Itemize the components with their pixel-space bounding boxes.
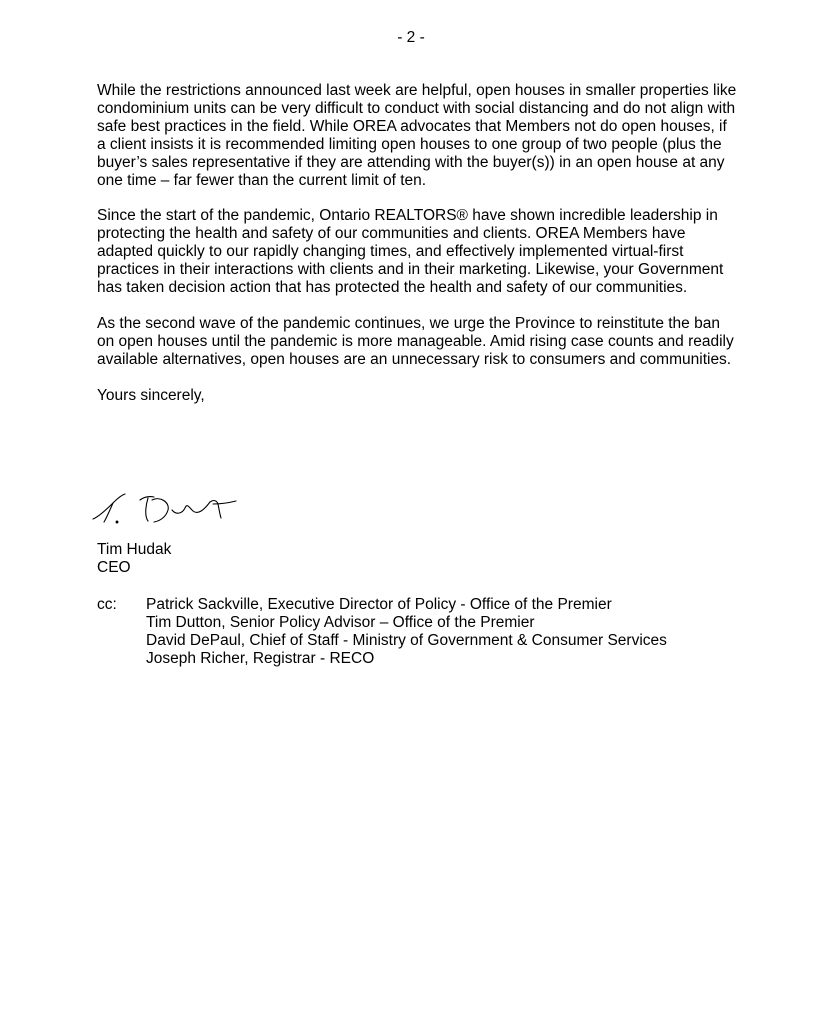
paragraph-restrictions: While the restrictions announced last week are helpful, open houses in smaller properties like condominium units can be very difficult to conduct with social distancing and do not align with safe best practices in the field. While OREA advocates that Members not do open houses, if a client insists it is recommended limiting open houses to one group of two people (plus the buyer’s sales representative if they are attending with the buyer(s)) in an open house at any one time – far fewer than the current limit of ten. [97,82,737,189]
cc-recipient: David DePaul, Chief of Staff - Ministry of Government & Consumer Services [146,631,667,649]
closing: Yours sincerely, [97,386,205,404]
cc-label: cc: [97,596,117,613]
paragraph-leadership: Since the start of the pandemic, Ontario REALTORS® have shown incredible leadership in protecting the health and safety of our communities and clients. OREA Members have adapted quickly to our rapidly changing times, and effectively implemented virtual-first practices in their interactions with clients and in their marketing. Likewise, your Government has taken decision action that has protected the health and safety of our communities. [97,207,724,297]
signer-title: CEO [97,558,131,576]
signer-name: Tim Hudak [97,541,172,558]
letter-body [97,82,737,405]
cc-recipient: Tim Dutton, Senior Policy Advisor – Office of the Premier [146,613,535,631]
handwritten-signature [90,488,260,538]
cc-recipient: Patrick Sackville, Executive Director of Policy - Office of the Premier [146,596,612,613]
paragraph-request: As the second wave of the pandemic continues, we urge the Province to reinstitute the ban on open houses until the pandemic is more manageable. Amid rising case counts and readily available alternatives, open houses are an unnecessary risk to consumers and communities. [97,314,734,368]
signoff [97,541,171,577]
page-number: - 2 - [397,29,425,46]
cc-list [146,596,667,668]
cc-recipient: Joseph Richer, Registrar - RECO [146,649,375,667]
